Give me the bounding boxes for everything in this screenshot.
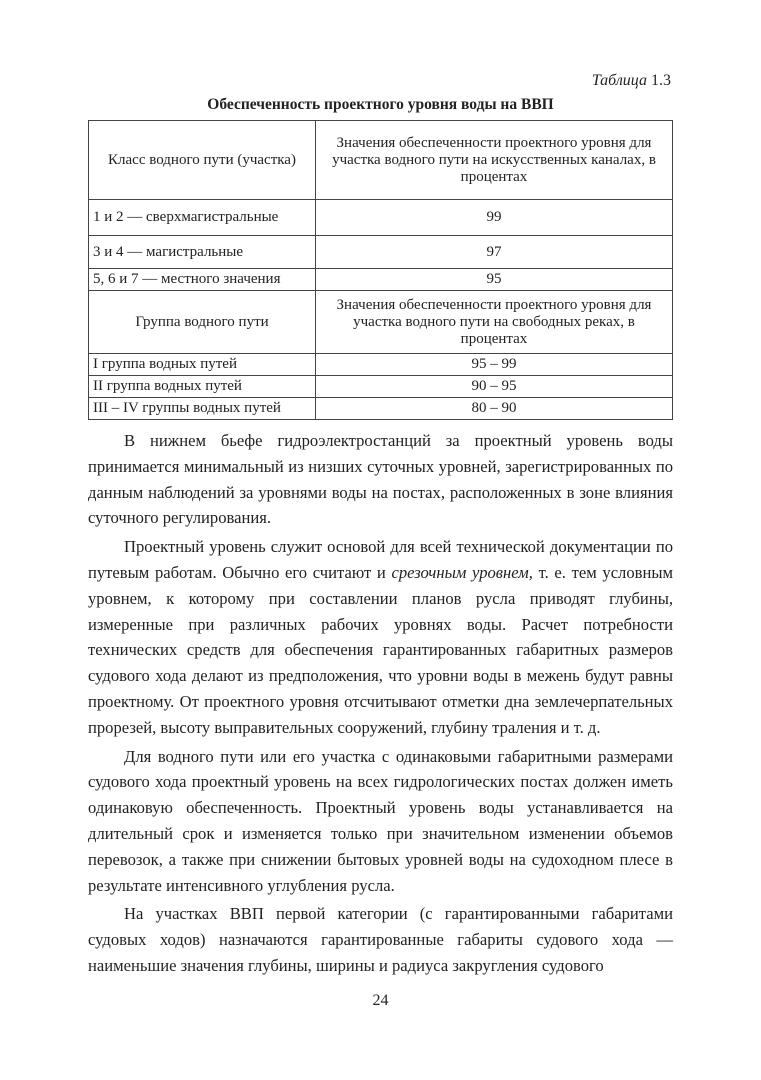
row-label: 1 и 2 — сверхмагистральные — [89, 200, 316, 236]
row-value: 95 – 99 — [316, 354, 673, 376]
row-value: 80 – 90 — [316, 398, 673, 420]
page-number: 24 — [372, 992, 389, 1009]
table-caption-label: Таблица — [591, 72, 647, 89]
header-cell-class: Класс водного пути (участка) — [89, 121, 316, 200]
table-row — [89, 236, 673, 269]
paragraph-4: На участках ВВП первой категории (с гарантированными габаритами судовых ходов) назначаются гарантированные габариты судового хода — наименьшие значения глубины, ширины и радиуса закругления судового — [88, 904, 673, 975]
table-title: Обеспеченность проектного уровня воды на ВВП — [207, 96, 554, 113]
header-cell-canal-values: Значения обеспеченности проектного уровня для участка водного пути на искусственных каналах, в процентах — [316, 121, 673, 200]
data-table — [88, 120, 673, 420]
table-row — [89, 376, 673, 398]
row-value: 97 — [316, 236, 673, 269]
paragraph-2-start: Проектный уровень служит основой для всей технической документации по путевым работам. Обычно его считают и — [88, 537, 673, 582]
table-row — [89, 200, 673, 236]
row-value: 95 — [316, 269, 673, 291]
paragraph-1: В нижнем бьефе гидроэлектростанций за проектный уровень воды принимается минимальный из низших суточных уровней, зарегистрированных по данным наблюдений за уровнями воды на постах, расположенных в зоне влияния суточного регулирования. — [88, 431, 673, 528]
table-row — [89, 269, 673, 291]
row-label: I группа водных путей — [89, 354, 316, 376]
body-text — [88, 428, 673, 979]
row-label: II группа водных путей — [89, 376, 316, 398]
row-label: 5, 6 и 7 — местного значения — [89, 269, 316, 291]
row-value: 99 — [316, 200, 673, 236]
header-cell-river-values: Значения обеспеченности проектного уровня для участка водного пути на свободных реках, в процентах — [316, 291, 673, 354]
paragraph-3: Для водного пути или его участка с одинаковыми габаритными размерами судового хода проектный уровень на всех гидрологических постах должен иметь одинаковую обеспеченность. Проектный уровень воды устанавливается на длительный срок и изменяется только при значительном изменении объемов перевозок, а также при снижении бытовых уровней воды на судоходном плесе в результате интенсивного углубления русла. — [88, 746, 673, 895]
header-cell-group: Группа водного пути — [89, 291, 316, 354]
table-caption — [592, 72, 671, 90]
table-row — [89, 398, 673, 420]
paragraph-2-italic-term: срезочным уровнем, — [391, 562, 533, 582]
paragraph-2 — [88, 534, 673, 740]
table-subheader-row — [89, 291, 673, 354]
row-label: 3 и 4 — магистральные — [89, 236, 316, 269]
row-label: III – IV группы водных путей — [89, 398, 316, 420]
table-row — [89, 354, 673, 376]
table-header-row — [89, 121, 673, 200]
table-caption-number: 1.3 — [651, 72, 671, 89]
row-value: 90 – 95 — [316, 376, 673, 398]
paragraph-2-end: т. е. тем условным уровнем, к которому при составлении планов русла приводят глубины, измеренные при различных рабочих уровнях воды. Расчет потребности технических средств для обеспечения гарантированных габаритных размеров судового хода делают из предположения, что уровни воды в межень будут равны проектному. От проектного уровня отсчитывают отметки дна землечерпательных прорезей, высоту выправительных сооружений, глубину траления и т. д. — [88, 562, 673, 737]
